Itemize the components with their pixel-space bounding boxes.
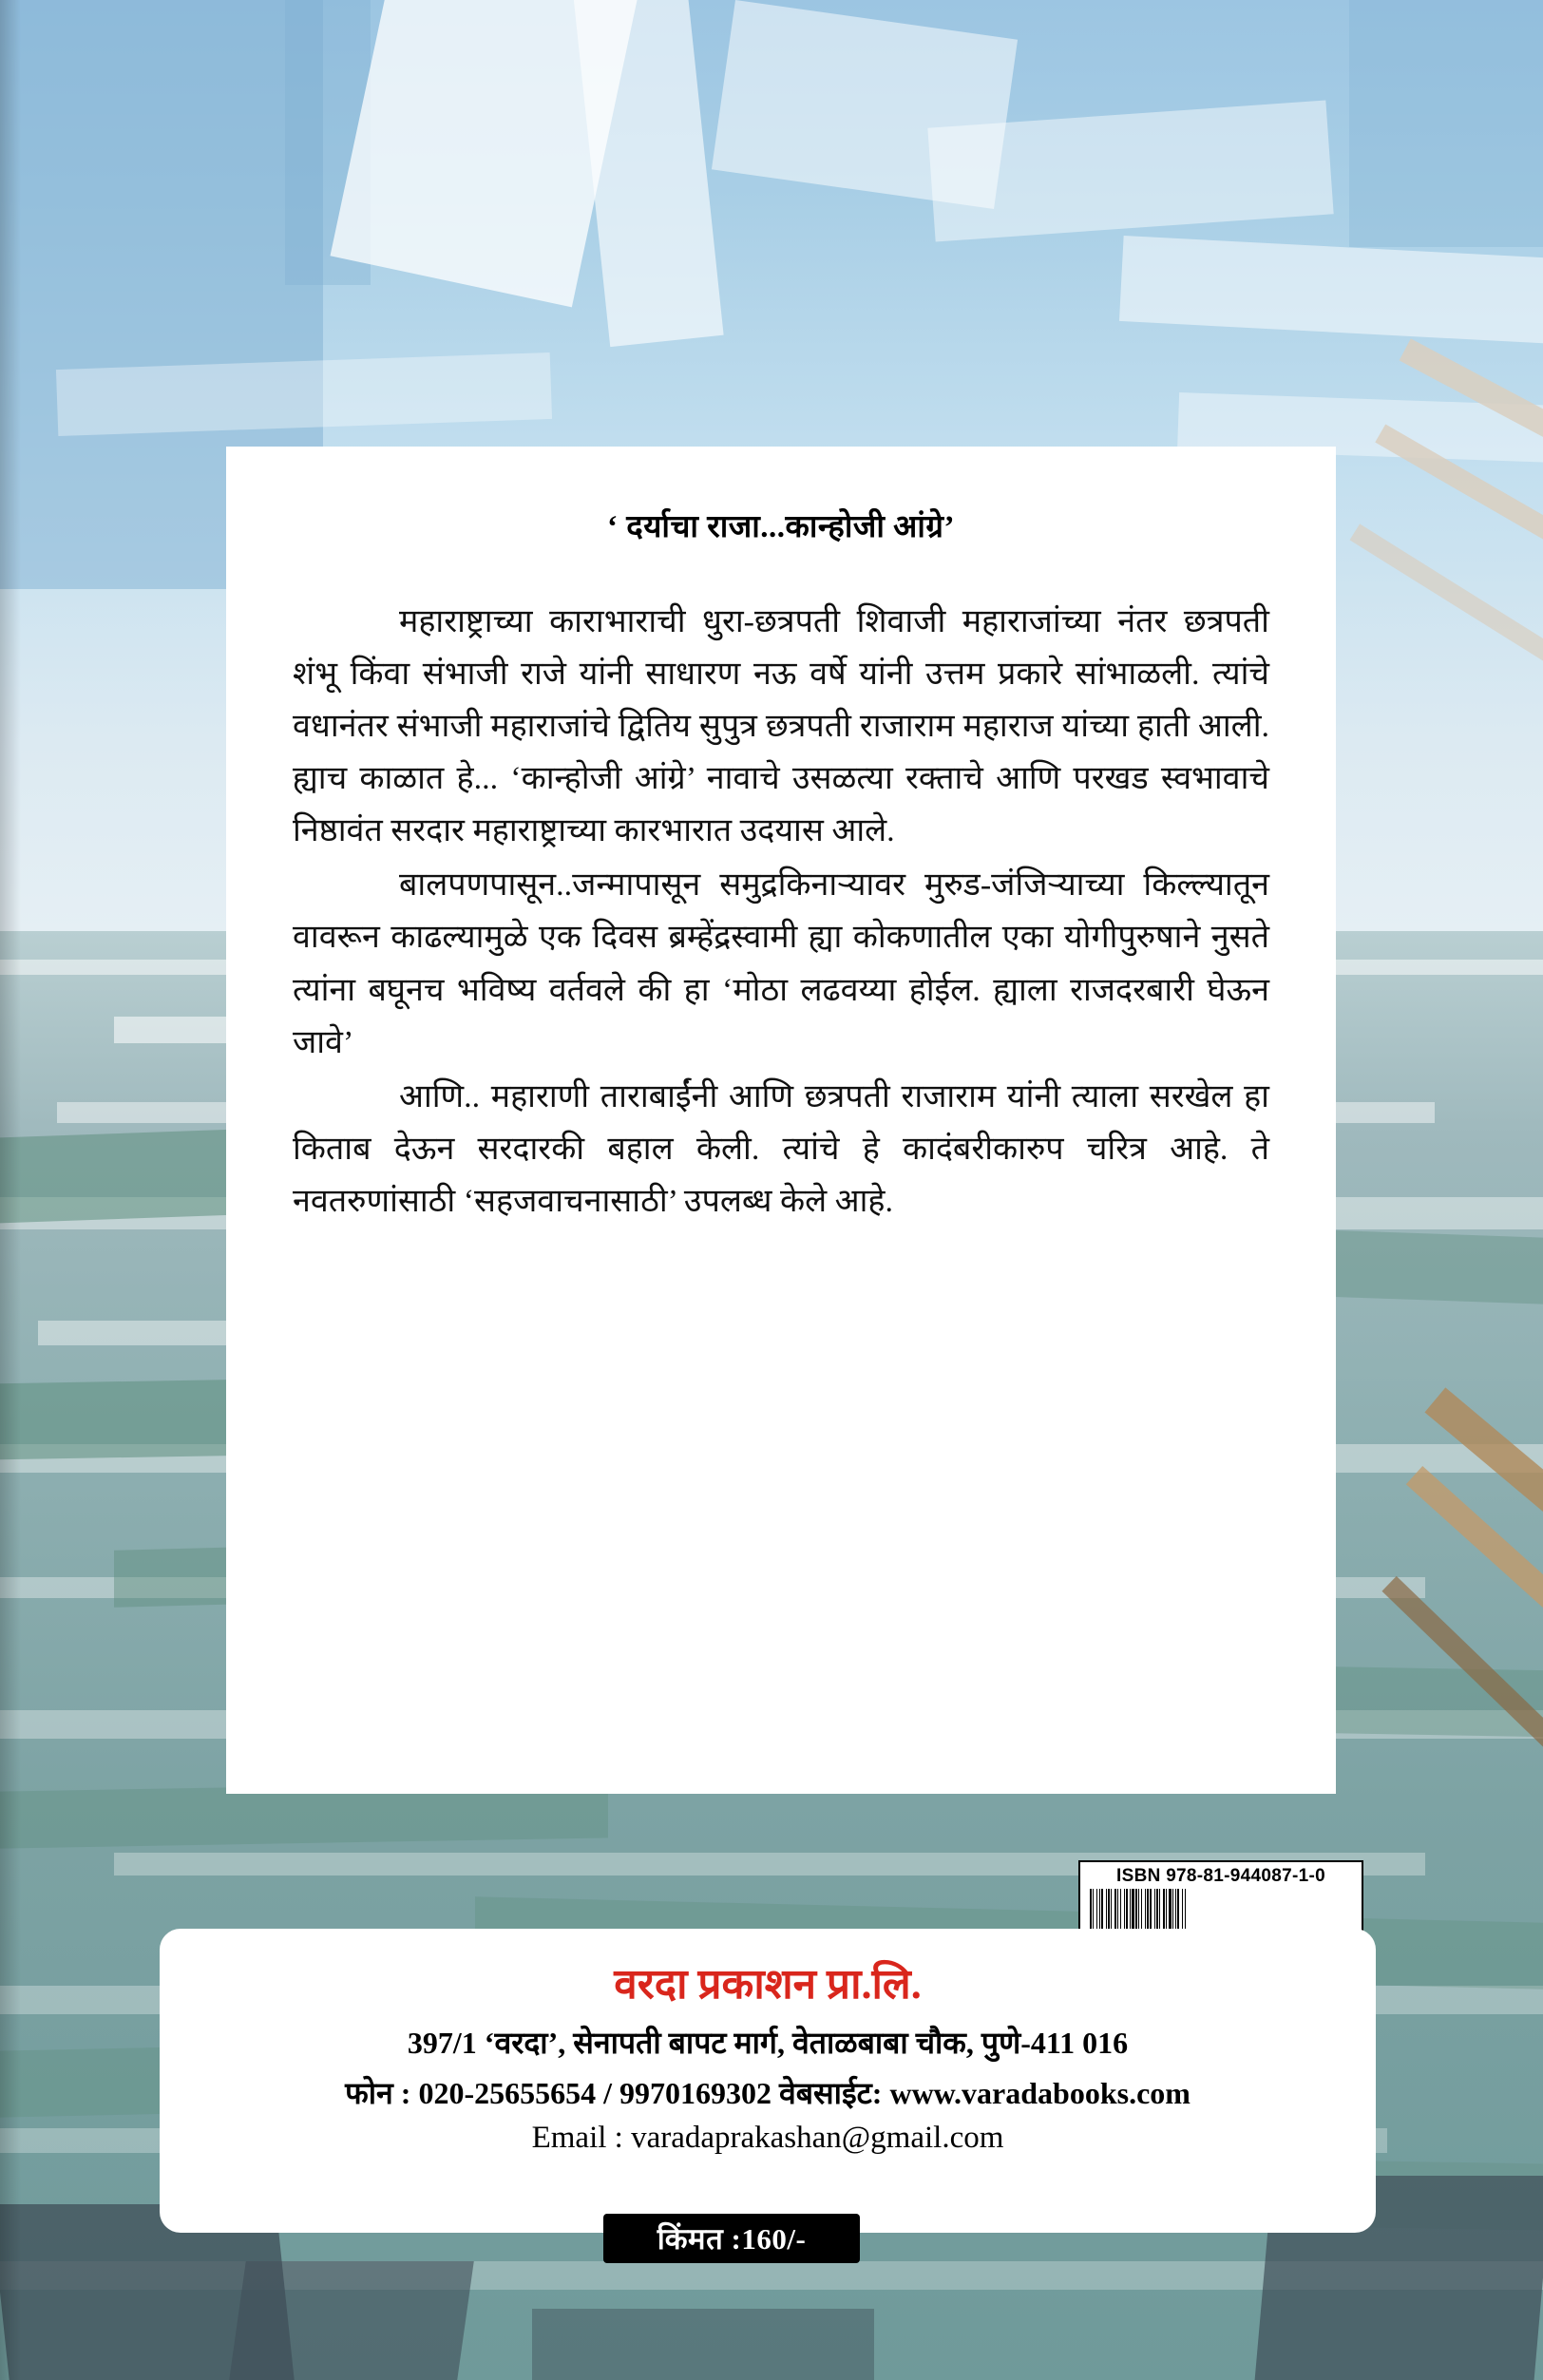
blurb-panel bbox=[226, 447, 1336, 1794]
blurb-paragraph-1: महाराष्ट्राच्या काराभाराची धुरा-छत्रपती शिवाजी महाराजांच्या नंतर छत्रपती शंभू किंवा संभाजी राजे यांनी साधारण नऊ वर्षे यांनी उत्तम प्रकारे सांभाळली. त्यांचे वधानंतर संभाजी महाराजांचे द्वितिय सुपुत्र छत्रपती राजाराम महाराज यांच्या हाती आली. ह्याच काळात हे... ‘कान्होजी आंग्रे’ नावाचे उसळत्या रक्ताचे आणि परखड स्वभावाचे निष्ठावंत सरदार महाराष्ट्राच्या कारभारात उदयास आले. bbox=[293, 604, 1269, 849]
blurb-paragraph-3: आणि.. महाराणी ताराबाईंनी आणि छत्रपती राजाराम यांनी त्याला सरखेल हा किताब देऊन सरदारकी बहाल केली. त्यांचे हे कादंबरीकारुप चरित्र आहे. ते नवतरुणांसाठी ‘सहजवाचनासाठी’ उपलब्ध केले आहे. bbox=[293, 1078, 1269, 1219]
publisher-phone-website: फोन : 020-25655654 / 9970169302 वेबसाईट: www.varadabooks.com bbox=[345, 2076, 1191, 2110]
rock-shape bbox=[532, 2309, 874, 2380]
book-title: ‘ दर्याचा राजा...कान्होजी आंग्रे’ bbox=[607, 510, 955, 544]
rock-shape bbox=[229, 2261, 474, 2380]
publisher-block bbox=[160, 1929, 1376, 2233]
spine-shadow bbox=[0, 0, 21, 2380]
publisher-name: वरदा प्रकाशन प्रा.लि. bbox=[614, 1961, 922, 2008]
isbn-label: ISBN 978-81-944087-1-0 bbox=[1116, 1866, 1325, 1886]
publisher-address: 397/1 ‘वरदा’, सेनापती बापट मार्ग, वेताळबाबा चौक, पुणे-411 016 bbox=[407, 2026, 1129, 2060]
publisher-email: Email : varadaprakashan@gmail.com bbox=[531, 2121, 1004, 2155]
price-badge: किंमत :160/- bbox=[603, 2214, 860, 2263]
blurb-paragraph-2: बालपणपासून..जन्मापासून समुद्रकिनाऱ्यावर मुरुड-जंजिऱ्याच्या किल्ल्यातून वावरून काढल्यामुळे एक दिवस ब्रम्हेंद्रस्वामी ह्या कोकणातील एका योगीपुरुषाने नुसते त्यांना बघूनच भविष्य वर्तवले की हा ‘मोठा लढवय्या होईल. ह्याला राजदरबारी घेऊन जावे’ bbox=[293, 867, 1269, 1060]
sky-shade bbox=[1349, 0, 1543, 247]
